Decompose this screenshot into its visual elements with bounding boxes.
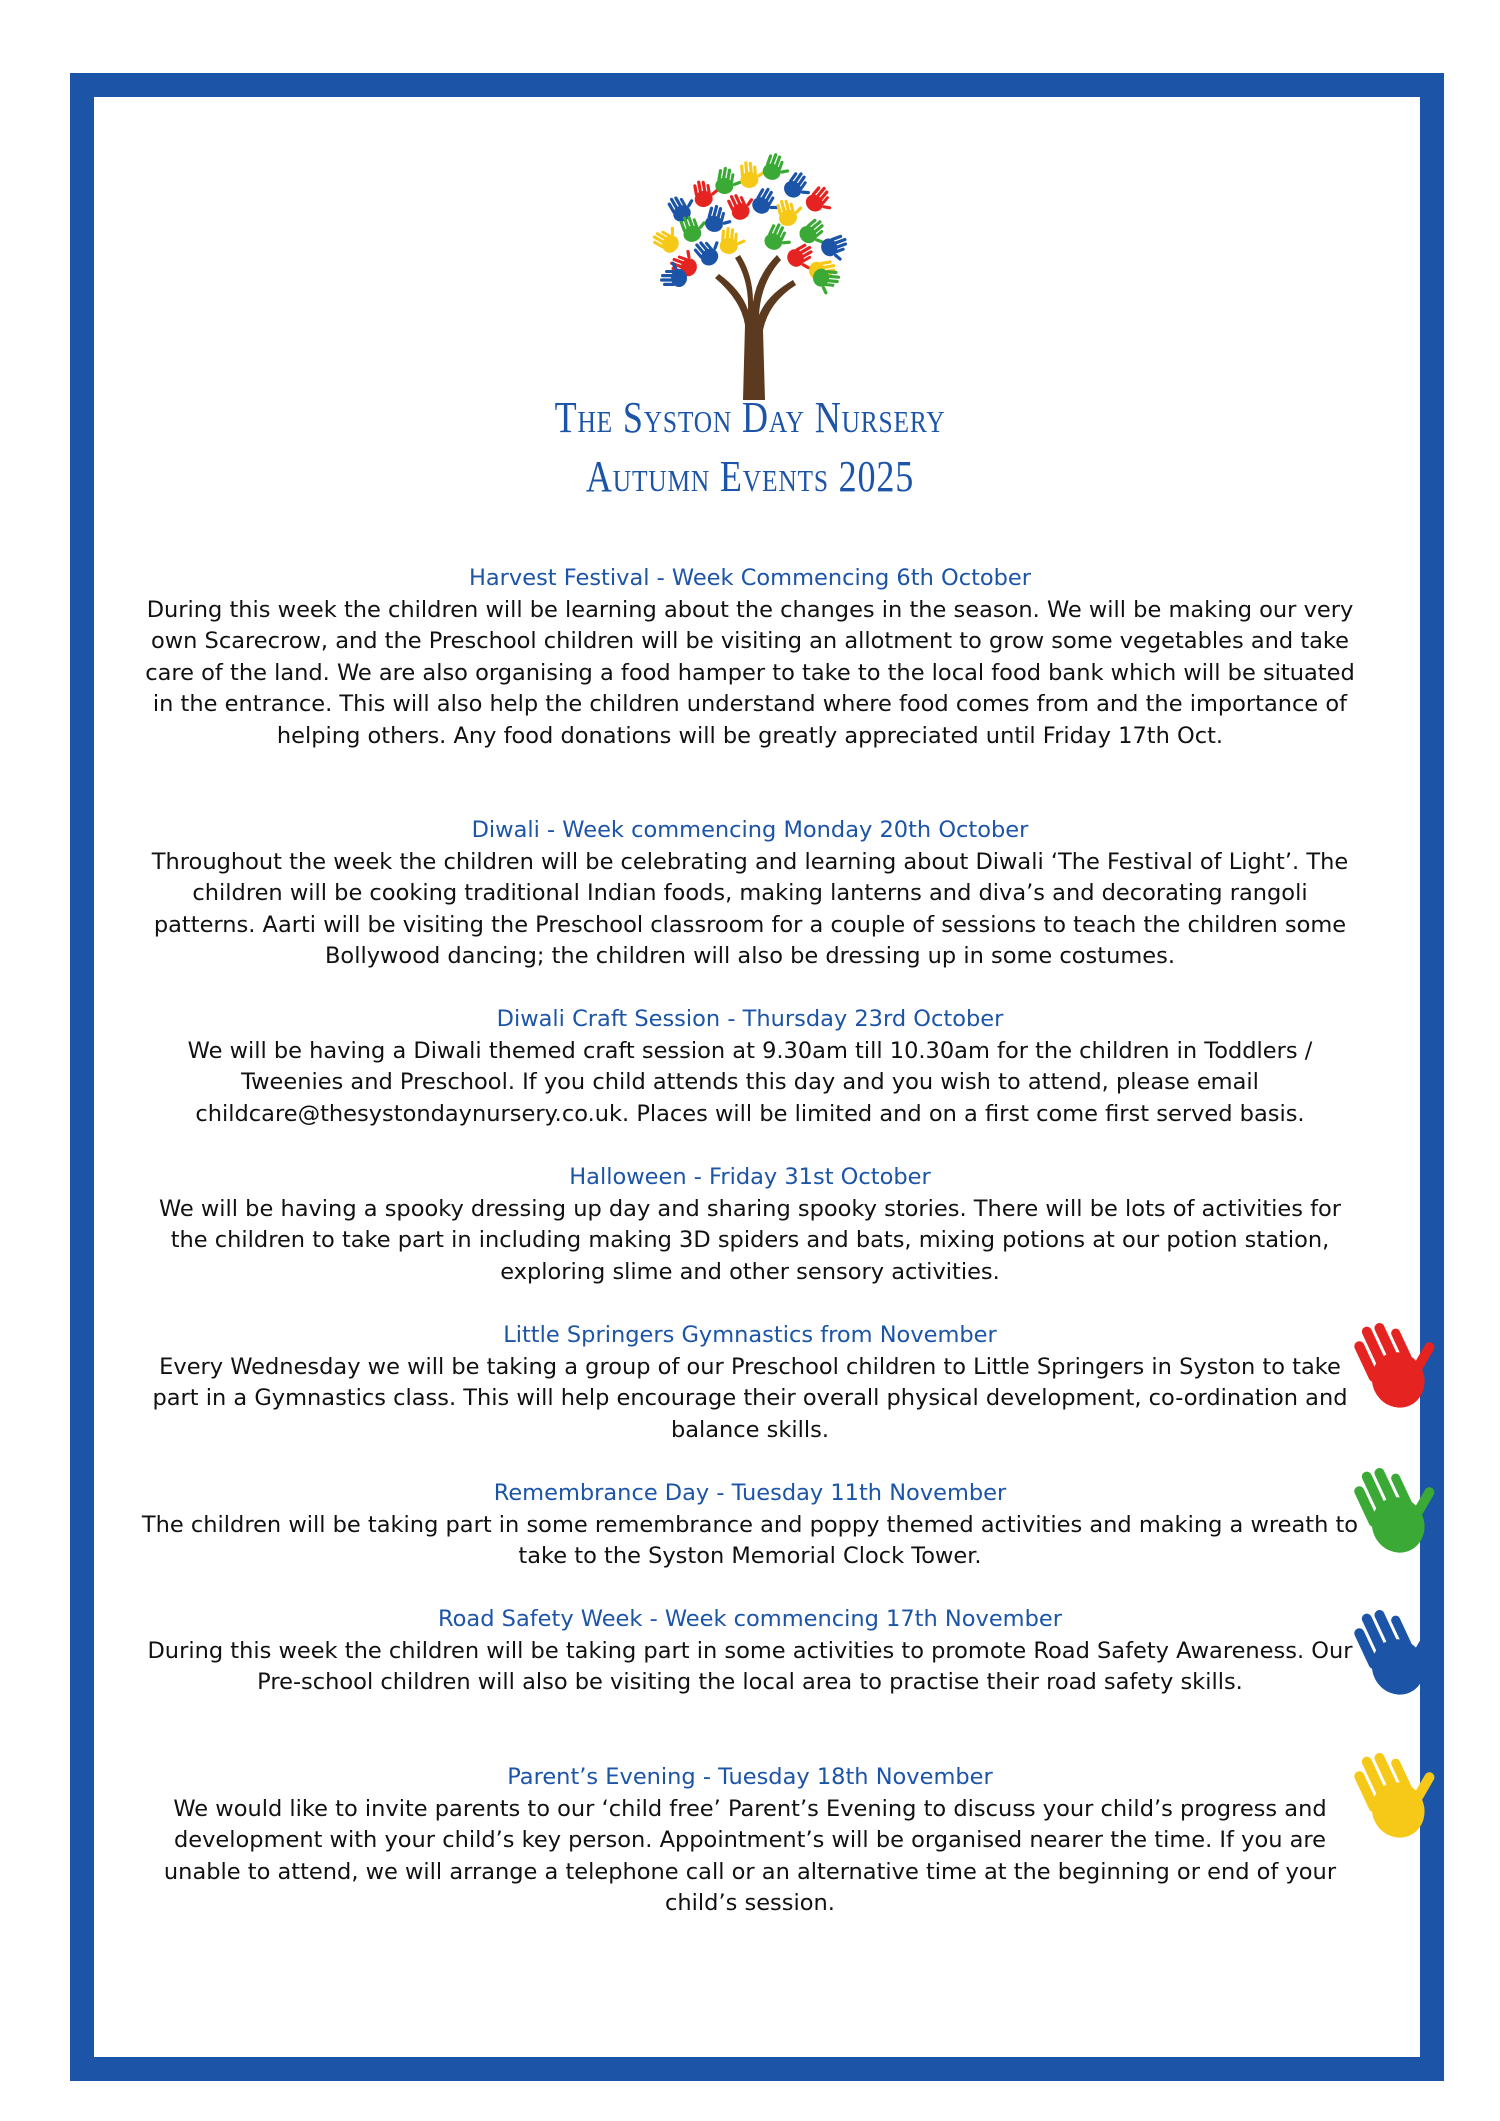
event-heading: Halloween - Friday 31st October (569, 1164, 931, 1190)
event-diwali-craft-session (140, 1004, 1360, 1130)
event-heading: Parent’s Evening - Tuesday 18th November (507, 1764, 993, 1790)
event-description: We would like to invite parents to our ‘child free’ Parent’s Evening to discuss your child’s progress and development with your child’s key person. Appointment’s will be organised nearer the time. If you are unable to attend, we will arrange a telephone call or an alternative time at the beginning or end of your child’s session. (163, 1795, 1337, 1916)
event-parents-evening (140, 1762, 1360, 1920)
event-description: Every Wednesday we will be taking a group of our Preschool children to Little Springers in Syston to take part in a Gymnastics class. This will help encourage their overall physical development, co-ordination and balance skills. (152, 1353, 1348, 1443)
event-little-springers-gymnastics (140, 1320, 1360, 1446)
event-heading: Harvest Festival - Week Commencing 6th October (468, 565, 1032, 591)
event-heading: Little Springers Gymnastics from November (503, 1322, 997, 1348)
green-handprint-icon (1340, 1455, 1450, 1567)
event-remembrance-day (140, 1478, 1360, 1573)
event-diwali-week (140, 815, 1360, 973)
event-description: During this week the children will be taking part in some activities to promote Road Safety Awareness. Our Pre-school children will also be visiting the local area to practise their road safety skills. (147, 1637, 1353, 1695)
event-description: During this week the children will be learning about the changes in the season. We will be making our very own Scarecrow, and the Preschool children will be visiting an allotment to grow some vegetables and take care of the land. We are also organising a food hamper to take to the local food bank which will be situated in the entrance. This will also help the children understand where food comes from and the importance of helping others. Any food donations will be greatly appreciated until Friday 17th Oct. (145, 596, 1355, 749)
yellow-handprint-icon (1340, 1740, 1450, 1852)
handprint-tree-logo (645, 150, 860, 400)
event-description: The children will be taking part in some remembrance and poppy themed activities and making a wreath to take to the Syston Memorial Clock Tower. (141, 1511, 1359, 1569)
event-heading: Road Safety Week - Week commencing 17th November (438, 1606, 1062, 1632)
event-description: We will be having a Diwali themed craft session at 9.30am till 10.30am for the children in Toddlers / Tweenies and Preschool. If you child attends this day and you wish to attend, please email childcare@thesystondaynursery.co.uk. Places will be limited and on a first come first served basis. (187, 1037, 1313, 1127)
event-description: Throughout the week the children will be celebrating and learning about Diwali ‘The Festival of Light’. The children will be cooking traditional Indian foods, making lanterns and diva’s and decorating rangoli patterns. Aarti will be visiting the Preschool classroom for a couple of sessions to teach the children some Bollywood dancing; the children will also be dressing up in some costumes. (151, 848, 1349, 969)
blue-handprint-icon (1340, 1597, 1450, 1709)
event-heading: Remembrance Day - Tuesday 11th November (493, 1480, 1007, 1506)
event-heading: Diwali Craft Session - Thursday 23rd October (496, 1006, 1004, 1032)
event-heading: Diwali - Week commencing Monday 20th October (471, 817, 1029, 843)
event-road-safety-week (140, 1604, 1360, 1699)
event-halloween (140, 1162, 1360, 1288)
events-subtitle: Autumn Events 2025 (585, 452, 915, 501)
nursery-name-title: The Syston Day Nursery (554, 393, 946, 442)
event-description: We will be having a spooky dressing up day and sharing spooky stories. There will be lots of activities for the children to take part in including making 3D spiders and bats, mixing potions at our potion station, exploring slime and other sensory activities. (158, 1195, 1342, 1285)
event-harvest-festival (140, 563, 1360, 752)
red-handprint-icon (1340, 1310, 1450, 1422)
